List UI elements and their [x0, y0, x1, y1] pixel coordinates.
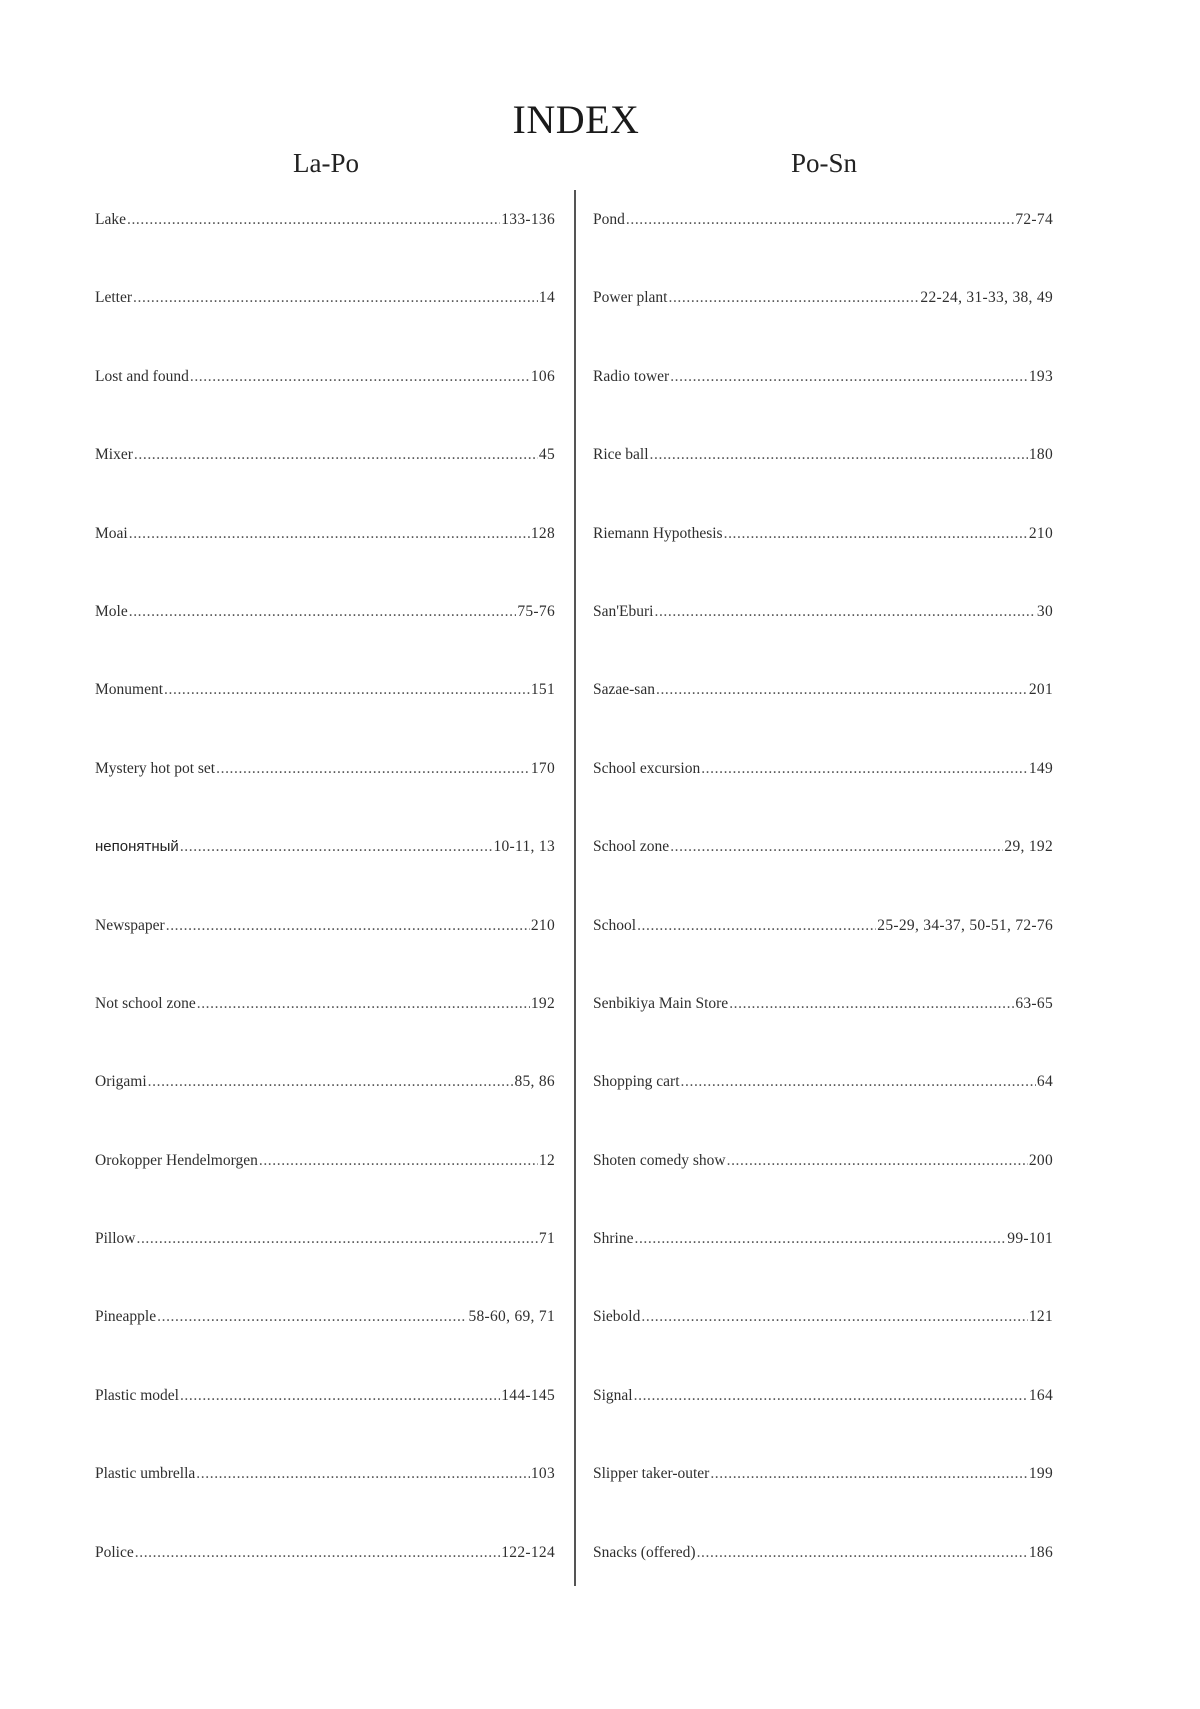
index-entry [95, 525, 555, 603]
index-entry [593, 1073, 1053, 1151]
index-term: Plastic model [95, 1386, 179, 1404]
index-pages: 85, 86 [514, 1073, 555, 1091]
index-pages: 180 [1028, 446, 1053, 464]
index-term: Pond [593, 211, 625, 228]
index-entry [593, 289, 1053, 367]
index-pages: 144-145 [501, 1386, 555, 1404]
index-entry [593, 525, 1053, 603]
dot-leader [641, 1308, 1027, 1326]
dot-leader [136, 1230, 537, 1248]
index-pages: 72-74 [1015, 211, 1053, 228]
index-term: Pineapple [95, 1308, 157, 1326]
index-pages: 186 [1028, 1543, 1053, 1561]
index-entry [95, 289, 555, 367]
dot-leader [626, 211, 1014, 229]
dot-leader [135, 1544, 500, 1562]
index-term: Sazae-san [593, 681, 655, 699]
dot-leader [134, 446, 538, 464]
index-entry [593, 603, 1053, 681]
dot-leader [180, 838, 493, 856]
index-term: Signal [593, 1386, 633, 1404]
index-entry [95, 603, 555, 681]
dot-leader [670, 368, 1028, 386]
index-entry [95, 1308, 555, 1386]
index-pages: 133-136 [501, 211, 555, 228]
index-pages: 10-11, 13 [493, 838, 555, 856]
dot-leader [166, 917, 530, 935]
dot-leader [729, 995, 1014, 1013]
dot-leader [197, 995, 530, 1013]
dot-leader [129, 525, 530, 543]
index-pages: 128 [530, 524, 555, 542]
index-entry [95, 1230, 555, 1308]
index-term: Mixer [95, 446, 133, 464]
index-pages: 192 [530, 994, 555, 1012]
dot-leader [127, 211, 500, 229]
index-entry [593, 1544, 1053, 1622]
index-pages: 45 [538, 446, 555, 464]
index-entry [95, 368, 555, 446]
dot-leader [724, 525, 1028, 543]
index-term: Siebold [593, 1308, 641, 1326]
dot-leader [650, 446, 1028, 464]
index-pages: 103 [530, 1465, 555, 1483]
index-term: School zone [593, 838, 670, 856]
index-term: Radio tower [593, 367, 670, 385]
index-entry [593, 1387, 1053, 1465]
index-pages: 29, 192 [1004, 838, 1053, 856]
index-pages: 63-65 [1015, 994, 1053, 1012]
index-pages: 58-60, 69, 71 [468, 1308, 555, 1326]
index-pages: 71 [538, 1230, 555, 1248]
index-entry [95, 917, 555, 995]
index-term: непонятный [95, 838, 179, 856]
index-term: Pillow [95, 1230, 136, 1248]
column-heading-left: La-Po [293, 148, 359, 178]
index-term: Moai [95, 524, 128, 542]
dot-leader [634, 1387, 1028, 1405]
index-entry [593, 838, 1053, 916]
dot-leader [656, 681, 1028, 699]
index-term: Police [95, 1543, 134, 1561]
index-pages: 25-29, 34-37, 50-51, 72-76 [877, 916, 1053, 934]
index-pages: 30 [1036, 602, 1053, 620]
index-entry [593, 760, 1053, 838]
index-pages: 200 [1028, 1151, 1053, 1169]
index-entry [95, 446, 555, 524]
index-term: Rice ball [593, 446, 649, 464]
page-title: INDEX [512, 97, 640, 142]
index-pages: 99-101 [1007, 1230, 1053, 1248]
index-entry [95, 995, 555, 1073]
index-term: Riemann Hypothesis [593, 524, 723, 542]
index-pages: 122-124 [501, 1543, 555, 1561]
dot-leader [190, 368, 530, 386]
index-entry [95, 1073, 555, 1151]
index-pages: 121 [1028, 1308, 1053, 1326]
dot-leader [133, 289, 538, 307]
index-pages: 170 [530, 759, 555, 777]
column-divider [574, 190, 576, 1586]
index-pages: 201 [1028, 681, 1053, 699]
dot-leader [157, 1308, 467, 1326]
index-entry [593, 1308, 1053, 1386]
dot-leader [668, 289, 919, 307]
dot-leader [196, 1465, 530, 1483]
index-entry [95, 838, 555, 916]
index-entry [593, 1230, 1053, 1308]
index-entry [593, 211, 1053, 289]
index-entry [95, 1152, 555, 1230]
index-pages: 210 [1028, 524, 1053, 542]
dot-leader [216, 760, 530, 778]
index-pages: 210 [530, 916, 555, 934]
dot-leader [180, 1387, 500, 1405]
dot-leader [697, 1544, 1028, 1562]
index-entry [593, 446, 1053, 524]
index-entry [95, 1387, 555, 1465]
dot-leader [681, 1073, 1036, 1091]
dot-leader [701, 760, 1028, 778]
dot-leader [129, 603, 517, 621]
index-term: Shoten comedy show [593, 1151, 726, 1169]
index-pages: 14 [538, 289, 555, 307]
index-term: Lost and found [95, 367, 189, 385]
index-pages: 199 [1028, 1465, 1053, 1483]
column-heading-right: Po-Sn [790, 148, 858, 178]
index-term: Orokopper Hendelmorgen [95, 1151, 258, 1169]
dot-leader [259, 1152, 538, 1170]
index-pages: 12 [538, 1151, 555, 1169]
index-term: Power plant [593, 289, 668, 307]
index-pages: 149 [1028, 759, 1053, 777]
index-term: School [593, 916, 637, 934]
index-term: Shrine [593, 1230, 634, 1248]
index-entry [593, 681, 1053, 759]
index-term: San'Eburi [593, 602, 654, 620]
index-term: Newspaper [95, 916, 165, 934]
index-entry [593, 1152, 1053, 1230]
index-column-left [95, 211, 555, 1622]
index-entry [95, 681, 555, 759]
dot-leader [634, 1230, 1006, 1248]
dot-leader [148, 1073, 514, 1091]
index-term: Not school zone [95, 994, 196, 1012]
index-entry [593, 917, 1053, 995]
index-entry [95, 760, 555, 838]
index-term: Slipper taker-outer [593, 1465, 710, 1483]
index-pages: 22-24, 31-33, 38, 49 [920, 289, 1053, 307]
index-entry [593, 368, 1053, 446]
index-pages: 164 [1028, 1386, 1053, 1404]
dot-leader [637, 917, 876, 935]
index-entry [593, 1465, 1053, 1543]
index-term: Monument [95, 681, 164, 699]
dot-leader [727, 1152, 1028, 1170]
index-pages: 64 [1036, 1073, 1053, 1091]
index-term: Plastic umbrella [95, 1465, 196, 1483]
dot-leader [164, 681, 530, 699]
index-term: Lake [95, 211, 126, 228]
index-pages: 193 [1028, 367, 1053, 385]
index-entry [95, 1465, 555, 1543]
index-term: Origami [95, 1073, 147, 1091]
index-term: Mystery hot pot set [95, 759, 216, 777]
index-entry [95, 1544, 555, 1622]
dot-leader [670, 838, 1003, 856]
index-pages: 151 [530, 681, 555, 699]
index-entry [95, 211, 555, 289]
index-term: Mole [95, 602, 128, 620]
index-pages: 106 [530, 367, 555, 385]
index-term: School excursion [593, 759, 701, 777]
dot-leader [654, 603, 1035, 621]
index-entry [593, 995, 1053, 1073]
index-term: Letter [95, 289, 133, 307]
index-term: Shopping cart [593, 1073, 680, 1091]
index-pages: 75-76 [517, 602, 555, 620]
dot-leader [710, 1465, 1028, 1483]
index-column-right [593, 211, 1053, 1622]
index-term: Snacks (offered) [593, 1543, 696, 1561]
index-term: Senbikiya Main Store [593, 994, 729, 1012]
